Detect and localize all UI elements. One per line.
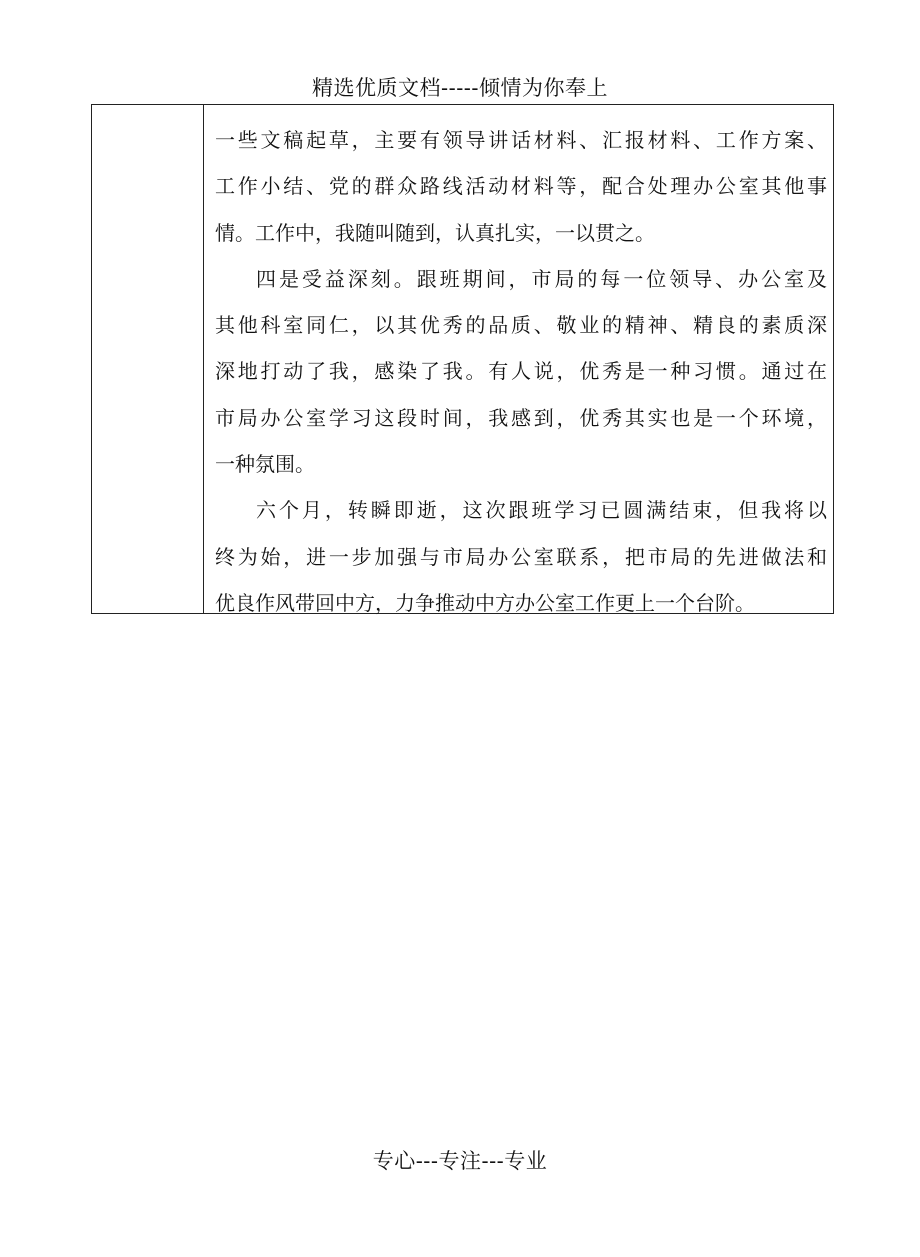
body-line: 终为始，进一步加强与市局办公室联系，把市局的先进做法和 — [215, 544, 827, 569]
content-table — [91, 104, 834, 614]
table-left-cell — [92, 105, 204, 613]
table-right-cell — [204, 105, 833, 613]
body-line: 工作小结、党的群众路线活动材料等，配合处理办公室其他事 — [215, 174, 827, 199]
body-line: 一些文稿起草，主要有领导讲话材料、汇报材料、工作方案、 — [215, 128, 827, 152]
body-line: 深地打动了我，感染了我。有人说，优秀是一种习惯。通过在 — [215, 359, 827, 384]
body-line: 六个月，转瞬即逝，这次跟班学习已圆满结束，但我将以 — [256, 498, 827, 523]
page-footer: 专心---专注---专业 — [372, 1149, 548, 1173]
body-line: 一种氛围。 — [215, 452, 315, 477]
body-line: 其他科室同仁，以其优秀的品质、敬业的精神、精良的素质深 — [215, 313, 827, 338]
body-line: 市局办公室学习这段时间，我感到，优秀其实也是一个环境， — [215, 405, 827, 430]
body-line: 情。工作中，我随叫随到，认真扎实，一以贯之。 — [215, 220, 655, 245]
body-line: 四是受益深刻。跟班期间，市局的每一位领导、办公室及 — [256, 266, 827, 291]
body-line: 优良作风带回中方，力争推动中方办公室工作更上一个台阶。 — [215, 590, 755, 615]
page-header: 精选优质文档-----倾情为你奉上 — [312, 76, 608, 100]
